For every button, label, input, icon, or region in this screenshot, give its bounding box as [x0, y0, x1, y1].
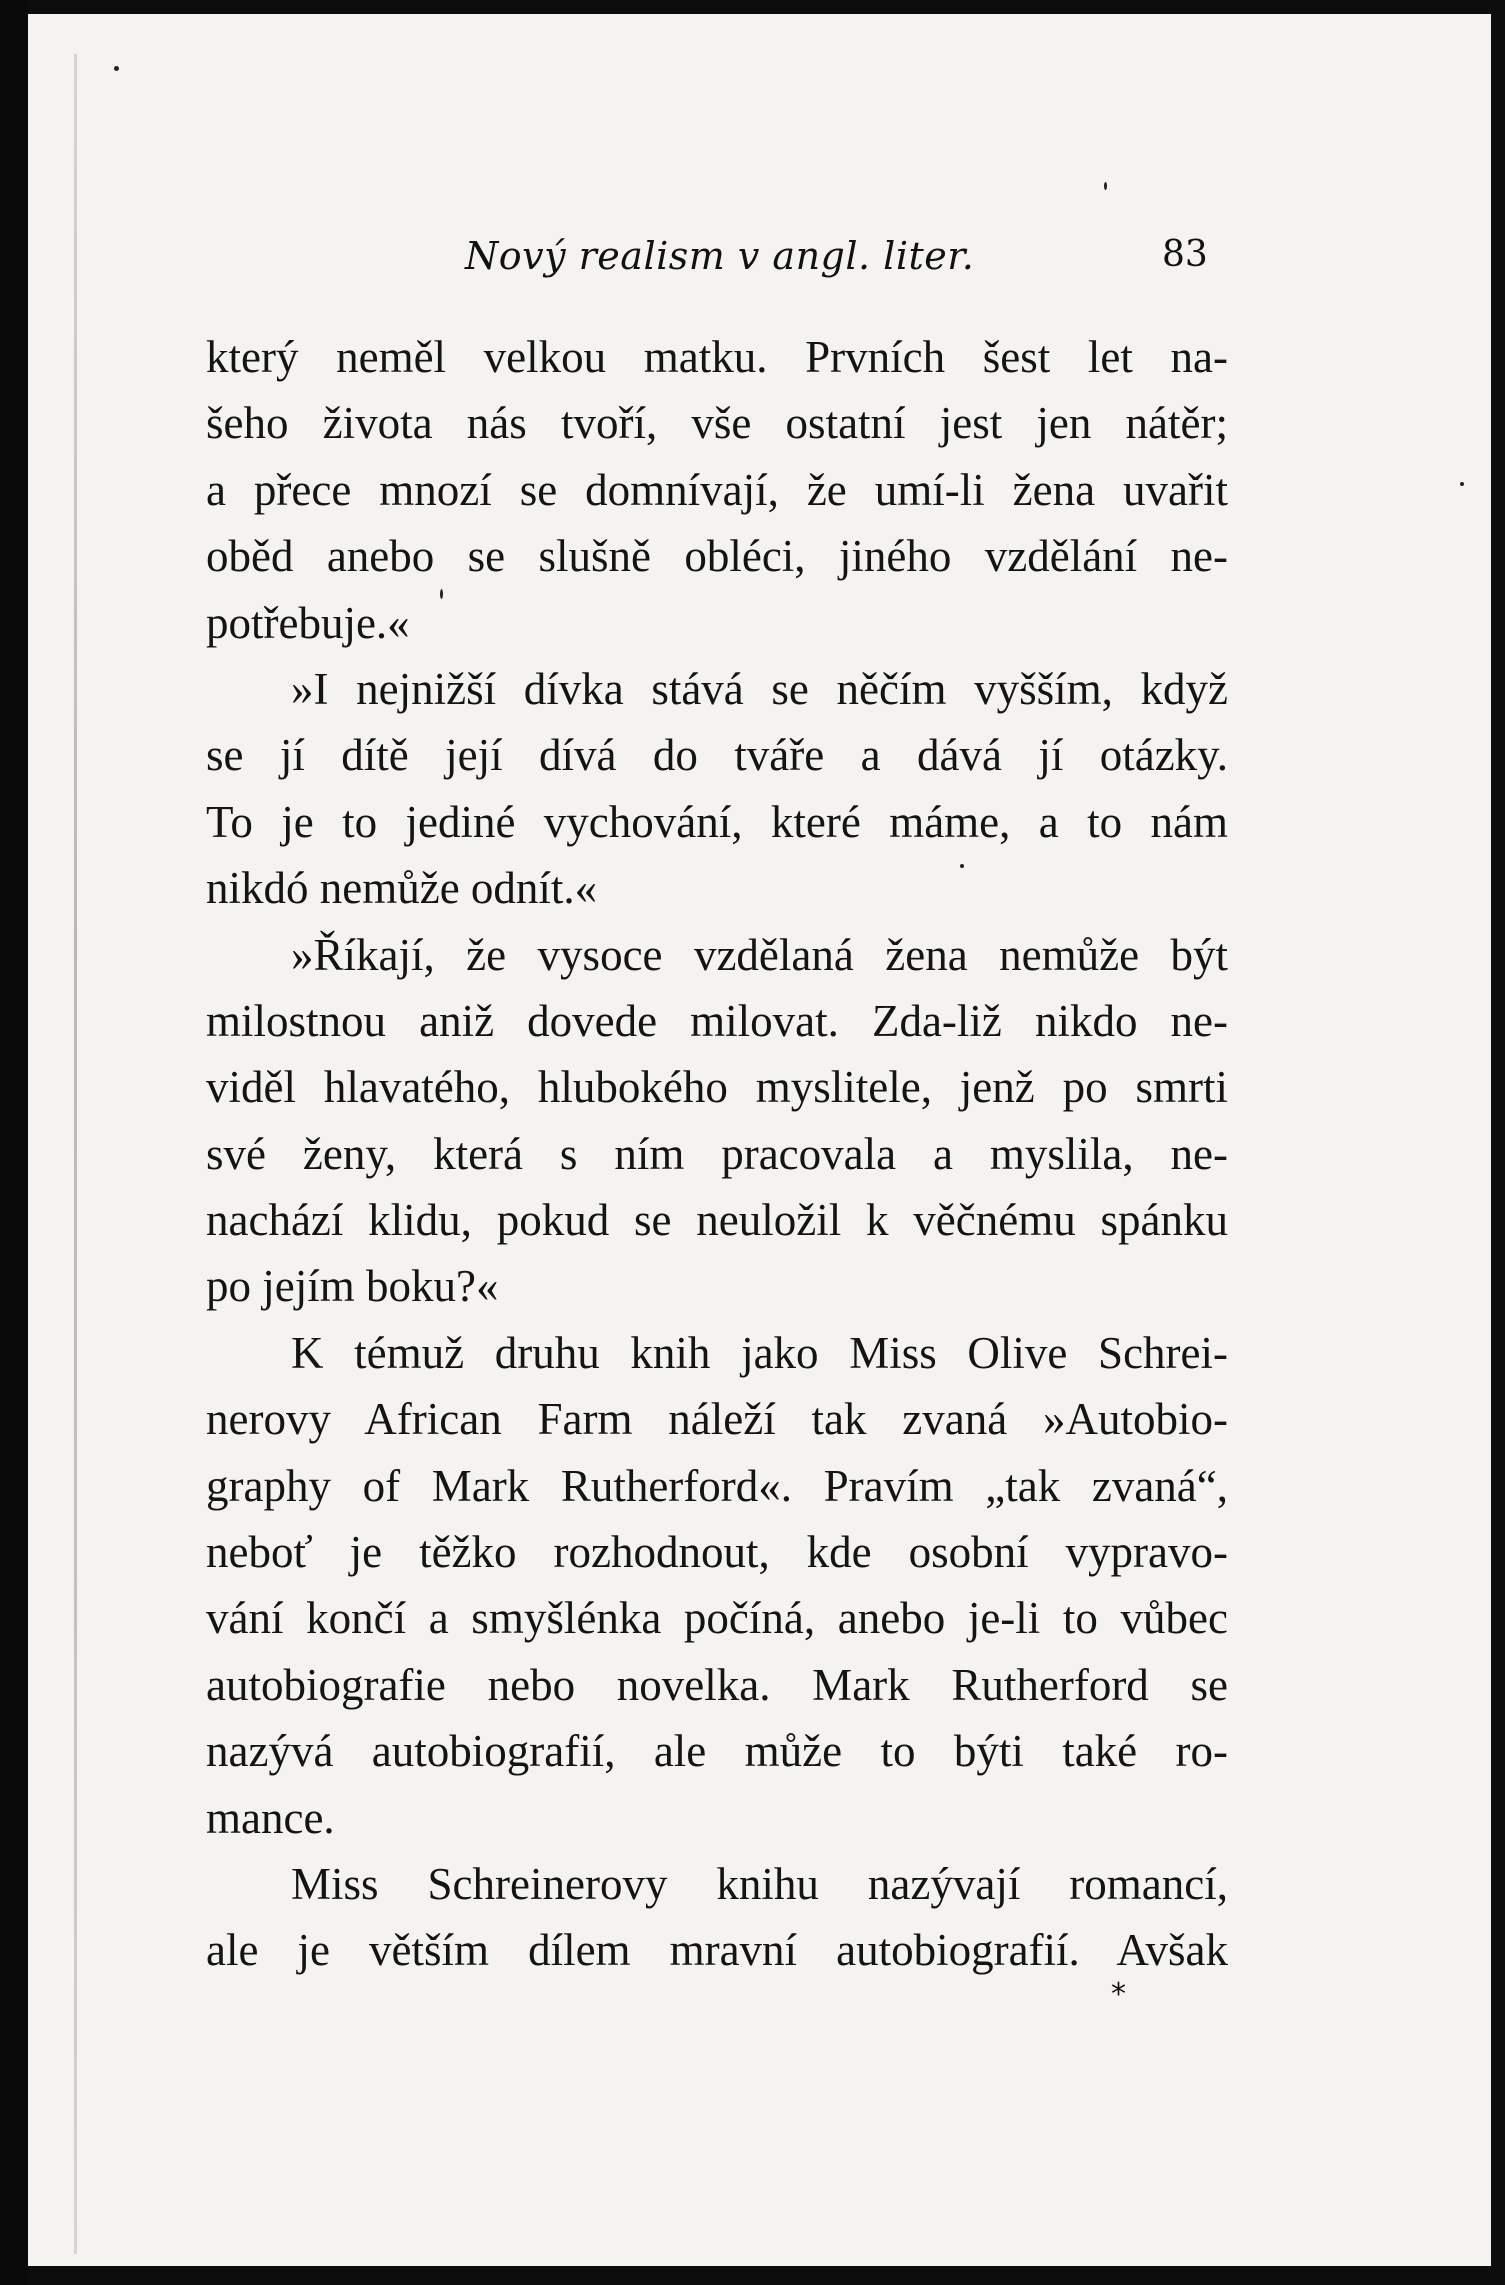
text-line: viděl hlavatého, hlubokého myslitele, jenž po smrti	[206, 1062, 1228, 1113]
text-line: ale je větším dílem mravní autobiografií. Avšak	[206, 1925, 1228, 1976]
text-line: potřebuje.«	[206, 597, 410, 648]
signature-mark: *	[1111, 1977, 1126, 2012]
text-line: milostnou aniž dovede milovat. Zda-liž nikdo ne-	[206, 995, 1228, 1046]
book-spine	[0, 0, 28, 2285]
running-head-title: Nový realism v angl. liter.	[465, 234, 975, 278]
text-line: šeho života nás tvoří, vše ostatní jest jen nátěr;	[206, 398, 1228, 449]
text-line: oběd anebo se slušně obléci, jiného vzdělání ne-	[206, 531, 1228, 582]
text-line: a přece mnozí se domnívají, že umí-li žena uvařit	[206, 464, 1228, 515]
running-head	[28, 234, 1491, 294]
text-line: nazývá autobiografií, ale může to býti také ro-	[206, 1726, 1228, 1777]
text-line: po jejím boku?«	[206, 1261, 499, 1312]
text-line: nikdó nemůže odnít.«	[206, 863, 598, 914]
ink-speck	[1460, 482, 1464, 486]
text-line: neboť je těžko rozhodnout, kde osobní vypravo-	[206, 1527, 1228, 1578]
body-text	[206, 324, 1228, 1984]
ink-speck	[114, 66, 119, 71]
text-line: nerovy African Farm náleží tak zvaná »Autobio-	[206, 1394, 1228, 1445]
text-line: »Říkají, že vysoce vzdělaná žena nemůže být	[291, 929, 1228, 980]
text-line: K témuž druhu knih jako Miss Olive Schrei-	[291, 1327, 1228, 1378]
ink-speck	[440, 589, 443, 599]
gutter-shadow	[74, 54, 77, 2254]
page-number: 83	[1162, 234, 1208, 275]
ink-speck	[960, 864, 964, 868]
text-line: mance.	[206, 1792, 335, 1843]
ink-speck	[1104, 182, 1107, 190]
text-line: autobiografie nebo novelka. Mark Rutherford se	[206, 1659, 1228, 1710]
text-line: vání končí a smyšlénka počíná, anebo je-li to vůbec	[206, 1593, 1228, 1644]
text-line: »I nejnižší dívka stává se něčím vyšším, když	[291, 663, 1228, 714]
text-line: se jí dítě její dívá do tváře a dává jí otázky.	[206, 730, 1228, 781]
text-line: nachází klidu, pokud se neuložil k věčnému spánku	[206, 1195, 1228, 1246]
text-line: To je to jediné vychování, které máme, a to nám	[206, 796, 1228, 847]
text-line: Miss Schreinerovy knihu nazývají romancí,	[291, 1858, 1228, 1909]
book-page	[28, 14, 1491, 2266]
text-line: graphy of Mark Rutherford«. Pravím „tak zvaná“,	[206, 1460, 1228, 1511]
text-line: který neměl velkou matku. Prvních šest let na-	[206, 332, 1228, 382]
text-line: své ženy, která s ním pracovala a myslila, ne-	[206, 1128, 1228, 1179]
